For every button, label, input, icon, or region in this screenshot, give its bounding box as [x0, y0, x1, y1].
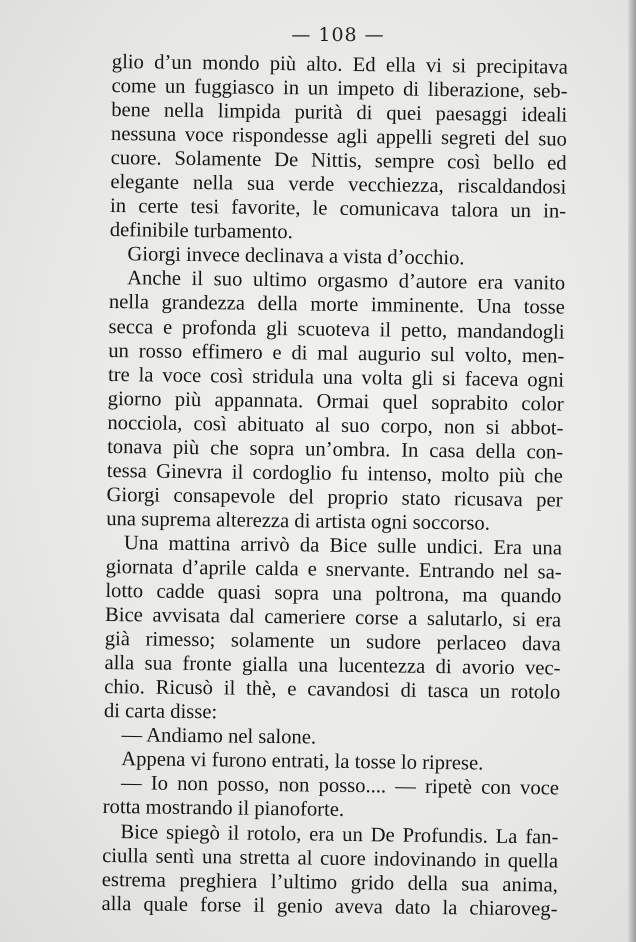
text-line: rotta mostrando il pianoforte.: [102, 796, 345, 822]
text-line: Giorgi consapevole del proprio stato ricusava per: [106, 483, 563, 512]
text-line: Appena vi furono entrati, la tosse lo riprese.: [121, 748, 484, 775]
text-line: tonava più che sopra un’ombra. In casa della con-: [107, 435, 564, 464]
text-line: nessuna voce rispondesse agli appelli segreti del suo: [110, 123, 568, 151]
text-line: Anche il suo ultimo orgasmo d’autore era vanito: [127, 267, 566, 295]
text-line: di carta disse:: [103, 700, 218, 724]
text-line: Giorgi invece declinava a vista d’occhio.: [127, 243, 465, 270]
text-line: nella grandezza della morte imminente. Una tosse: [108, 291, 566, 320]
text-line: glio d’un mondo più alto. Ed ella vi si precipitava: [111, 50, 568, 79]
text-line: Una mattina arrivò da Bice sulle undici. Era una: [123, 532, 563, 560]
page-edge-shadow: [628, 0, 636, 942]
text-line: cuore. Solamente De Nittis, sempre così bello ed: [110, 147, 567, 175]
text-line: tre la voce così stridula una volta gli si faceva ogni: [107, 363, 565, 392]
page-number: — 108 —: [291, 24, 385, 46]
text-line: alla quale forse il genio aveva dato la chiaroveg-: [101, 892, 558, 921]
text-line: già rimesso; solamente un sudore perlaceo dava: [104, 628, 561, 656]
text-line: una suprema alterezza di artista ogni soccorso.: [106, 507, 491, 535]
text-line: in certe tesi favorite, le comunicava talora un in-: [109, 195, 567, 223]
text-line: elegante nella sua verde vecchiezza, riscaldandosi: [110, 171, 567, 199]
text-line: alla sua fronte gialla una lucentezza di avorio vec-: [104, 652, 561, 680]
text-line: nocciola, così abituato al suo corpo, non si abbot-: [107, 411, 564, 440]
text-line: tessa Ginevra il cordoglio fu intenso, molto più che: [106, 459, 563, 488]
text-line: estrema preghiera l’ultimo grido della sua anima,: [101, 868, 558, 897]
text-line: un rosso effimero e di mal augurio sul volto, men-: [108, 339, 565, 368]
text-line: lotto cadde quasi sopra una poltrona, ma quando: [105, 579, 562, 608]
text-line: Bice avvisata dal cameriere corse a salutarlo, si era: [104, 604, 562, 632]
text-line: — Io non posso, non posso.... — ripetè con voce: [120, 772, 560, 800]
text-line: come un fuggiasco in un impeto di liberazione, seb-: [111, 75, 568, 103]
text-line: secca e profonda gli scuoteva il petto, mandandogli: [108, 315, 565, 344]
text-line: bene nella limpida purità di quei paesaggi ideali: [111, 99, 568, 127]
text-line: Bice spiegò il rotolo, era un De Profundis. La fan-: [120, 820, 559, 849]
text-line: chio. Ricusò il thè, e cavandosi di tasca un rotolo: [104, 676, 561, 704]
text-line: giornata d’aprile calda e snervante. Entrando nel sa-: [105, 555, 562, 584]
text-line: ciulla sentì una stretta al cuore indovinando in quella: [102, 844, 559, 873]
text-line: — Andiamo nel salone.: [121, 724, 317, 749]
text-line: giorno più appannata. Ormai quel soprabito color: [107, 387, 564, 416]
text-line: definibile turbamento.: [109, 219, 293, 244]
body-text: [101, 50, 568, 921]
